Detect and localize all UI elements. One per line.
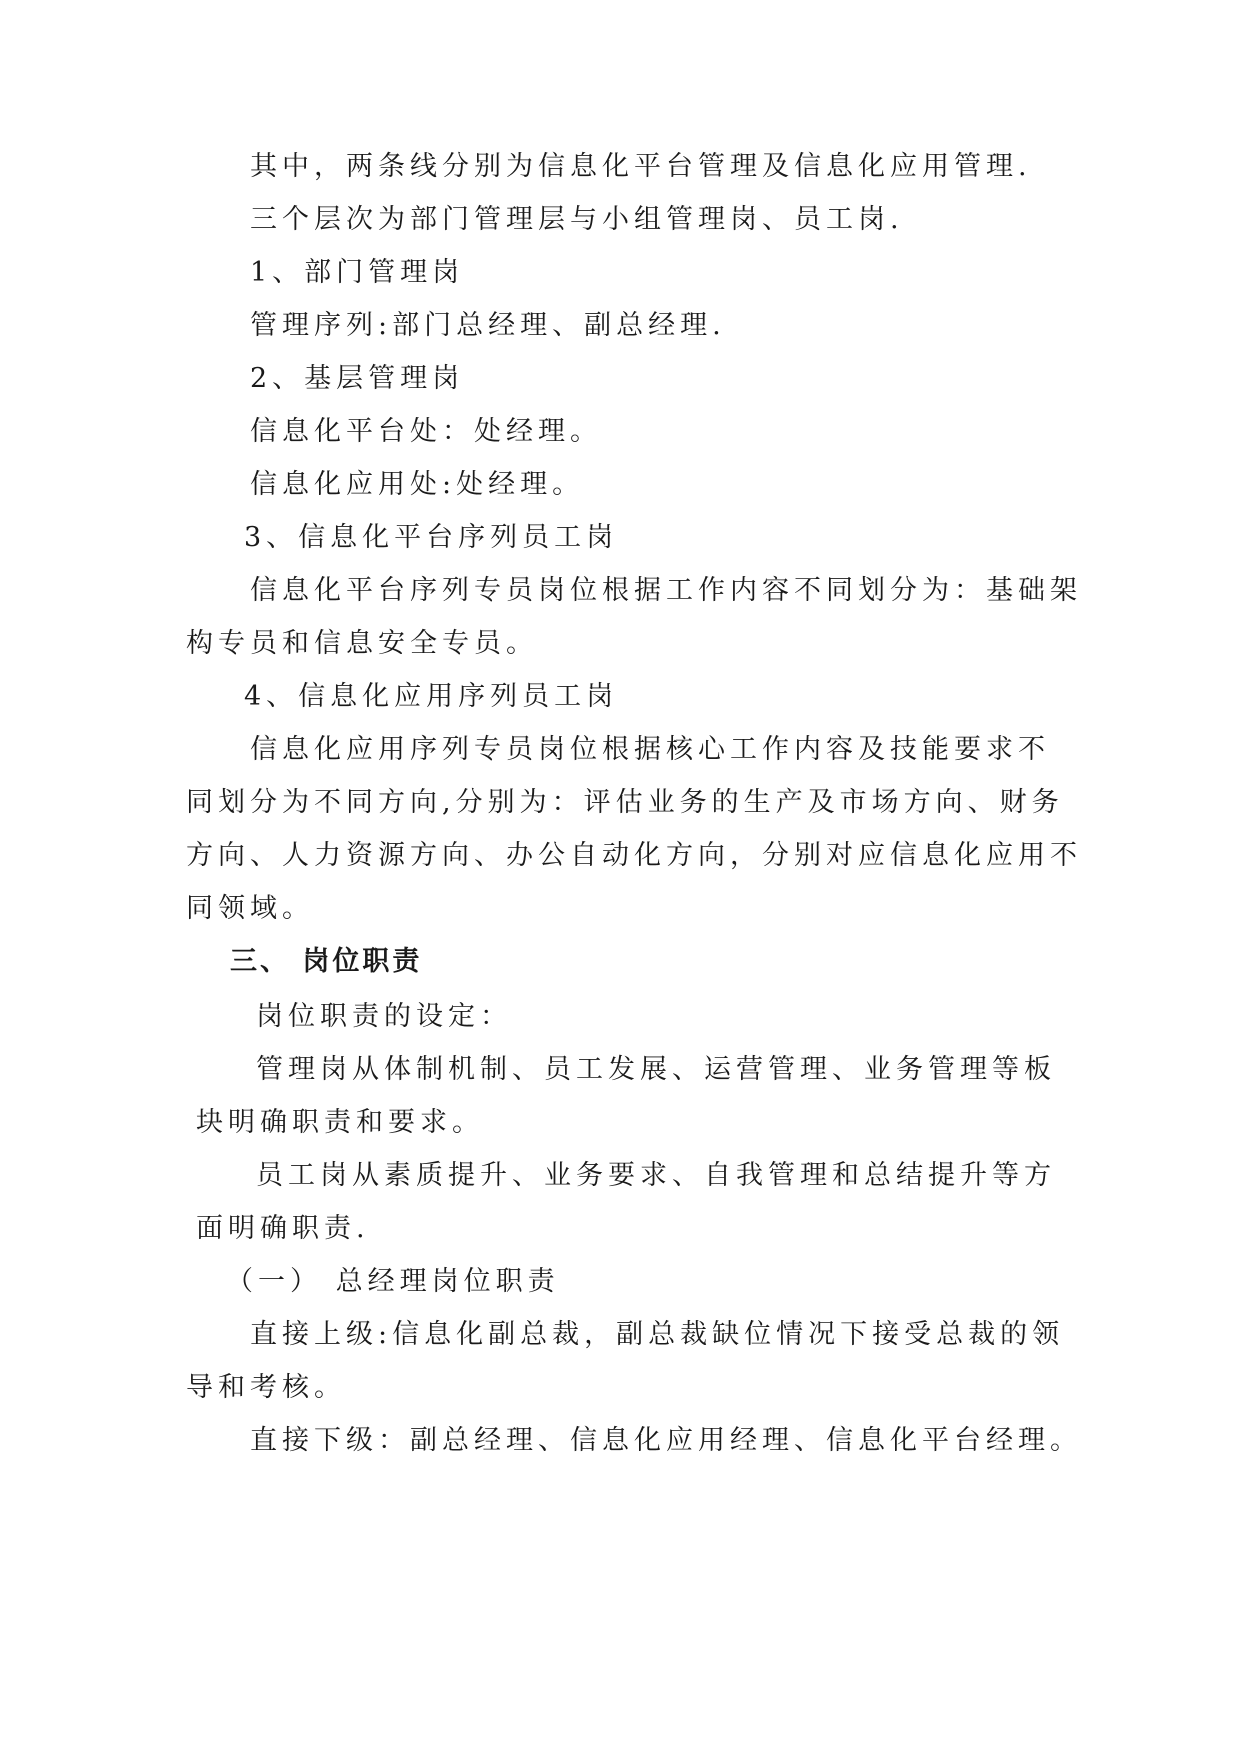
paragraph-two-lines: 其中，两条线分别为信息化平台管理及信息化应用管理. [250, 151, 1032, 182]
application-specialist-paragraph-line-3: 方向、人力资源方向、办公自动化方向，分别对应信息化应用不 [186, 840, 1082, 871]
staff-duties-line-2: 面明确职责. [196, 1213, 370, 1244]
item-4-heading: 4、信息化应用序列员工岗 [244, 681, 619, 712]
duties-setting-intro: 岗位职责的设定： [256, 1001, 512, 1032]
paragraph-three-levels: 三个层次为部门管理层与小组管理岗、员工岗. [250, 204, 904, 235]
platform-specialist-paragraph-line-2: 构专员和信息安全专员。 [186, 628, 538, 659]
management-sequence: 管理序列:部门总经理、副总经理. [250, 310, 726, 341]
subsection-1-heading: （一） 总经理岗位职责 [226, 1266, 560, 1297]
staff-duties-line-1: 员工岗从素质提升、业务要求、自我管理和总结提升等方 [256, 1160, 1056, 1191]
application-specialist-paragraph-line-2: 同划分为不同方向,分别为：评估业务的生产及市场方向、财务 [186, 787, 1064, 818]
management-duties-line-1: 管理岗从体制机制、员工发展、运营管理、业务管理等板 [256, 1054, 1056, 1085]
item-1-heading: 1、部门管理岗 [250, 257, 465, 288]
management-duties-line-2: 块明确职责和要求。 [196, 1107, 484, 1138]
direct-subordinates: 直接下级：副总经理、信息化应用经理、信息化平台经理。 [250, 1425, 1082, 1456]
section-3-heading: 三、 岗位职责 [230, 946, 423, 977]
application-office-manager: 信息化应用处:处经理。 [250, 469, 585, 500]
direct-superior-line-1: 直接上级:信息化副总裁，副总裁缺位情况下接受总裁的领 [250, 1319, 1065, 1350]
platform-specialist-paragraph-line-1: 信息化平台序列专员岗位根据工作内容不同划分为：基础架 [250, 575, 1082, 606]
item-3-heading: 3、信息化平台序列员工岗 [244, 522, 619, 553]
platform-office-manager: 信息化平台处：处经理。 [250, 416, 602, 447]
direct-superior-line-2: 导和考核。 [186, 1372, 346, 1403]
application-specialist-paragraph-line-1: 信息化应用序列专员岗位根据核心工作内容及技能要求不 [250, 734, 1050, 765]
item-2-heading: 2、基层管理岗 [250, 363, 465, 394]
application-specialist-paragraph-line-4: 同领域。 [186, 893, 314, 924]
